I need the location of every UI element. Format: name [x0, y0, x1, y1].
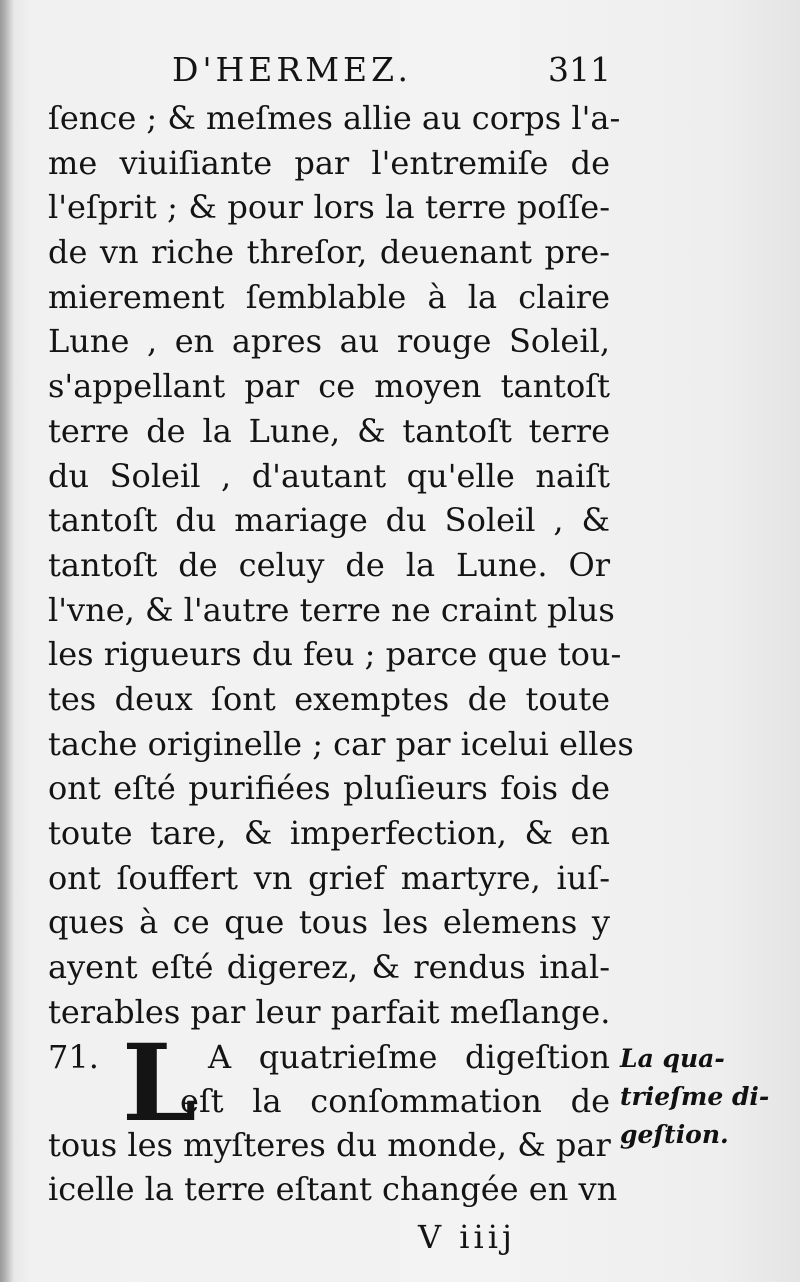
text-line: Lune , en apres au rouge Soleil,	[48, 322, 610, 361]
text-line: tantoſt de celuy de la Lune. Or	[48, 545, 610, 584]
text-line: toute tare, & imperfection, & en	[48, 814, 610, 852]
section-line: eſt la conſommation de	[180, 1082, 610, 1120]
margin-note-line: La qua-	[620, 1044, 725, 1073]
drop-cap: L	[122, 1020, 197, 1145]
text-line: l'vne, & l'autre terre ne craint plus	[48, 590, 615, 629]
section-line: A quatrieſme digeſtion	[208, 1038, 610, 1076]
text-line: les rigueurs du feu ; parce que tou-	[48, 635, 622, 674]
text-line: ayent eſté digerez, & rendus inal-	[48, 948, 610, 987]
text-line: mierement ſemblable à la claire	[48, 277, 610, 316]
text-line: de vn riche threſor, deuenant pre-	[48, 233, 610, 272]
paragraph-number: 71.	[48, 1038, 99, 1076]
running-head: D'HERMEZ.	[172, 50, 412, 89]
body-text	[48, 96, 634, 1034]
text-line: du Soleil , d'autant qu'elle naiſt	[48, 456, 610, 495]
gutter-shadow	[0, 0, 14, 1282]
text-line: tache originelle ; car par icelui elles	[48, 724, 634, 763]
text-line: ſence ; & meſmes allie au corps l'a-	[48, 99, 621, 137]
text-line: ont ſouffert vn grief martyre, iuſ-	[48, 858, 610, 897]
page-header	[0, 50, 800, 90]
text-line: tantoſt du mariage du Soleil , &	[48, 501, 610, 540]
text-line: me viuiſiante par l'entremiſe de	[48, 143, 610, 182]
signature-mark: V iiij	[418, 1218, 516, 1256]
text-line: l'eſprit ; & pour lors la terre poſſe-	[48, 188, 610, 227]
margin-note-line: trieſme di-	[620, 1082, 770, 1111]
text-line: tes deux ſont exemptes de toute	[48, 679, 610, 718]
text-line: s'appellant par ce moyen tantoſt	[48, 367, 610, 406]
text-line: terre de la Lune, & tantoſt terre	[48, 411, 610, 450]
section-line: tous les myſteres du monde, & par	[48, 1126, 611, 1164]
text-line: ont eſté purifiées pluſieurs fois de	[48, 769, 610, 808]
margin-note-line: geſtion.	[620, 1120, 729, 1149]
text-line: terables par leur parfait meſlange.	[48, 992, 611, 1031]
text-line: ques à ce que tous les elemens y	[48, 903, 610, 942]
page-number: 311	[548, 50, 611, 89]
margin-note	[620, 1040, 780, 1154]
section-line: icelle la terre eſtant changée en vn	[48, 1170, 618, 1208]
